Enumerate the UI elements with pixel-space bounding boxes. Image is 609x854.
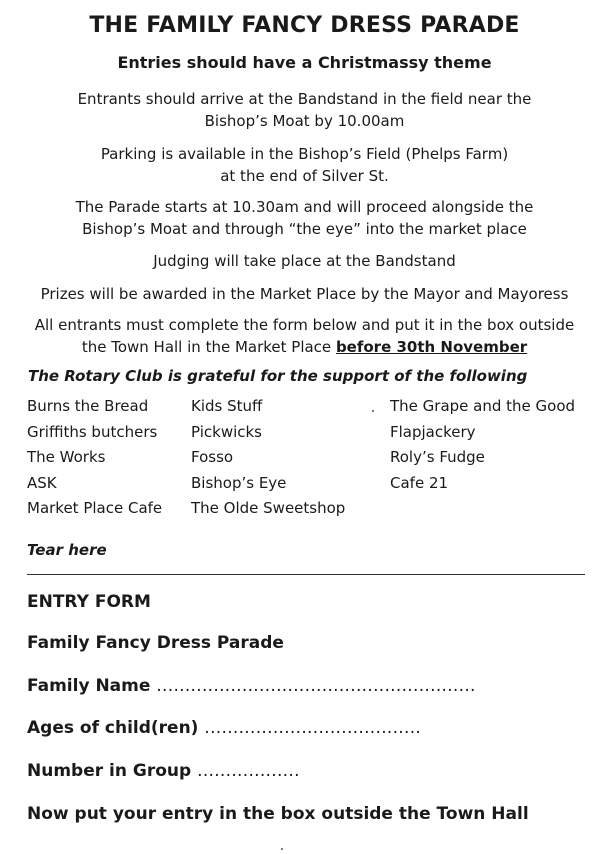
- sponsor-item: Market Place Cafe: [27, 499, 163, 517]
- number-in-group-field: [27, 761, 300, 781]
- sponsor-list: [0, 394, 609, 524]
- sponsor-item: Fosso: [191, 448, 234, 466]
- sponsor-item: The Olde Sweetshop: [191, 499, 346, 517]
- sponsor-item: ASK: [27, 473, 57, 492]
- sponsor-item: The Works: [27, 448, 106, 466]
- sponsor-column-3: [390, 394, 575, 496]
- sponsor-item: Roly’s Fudge: [390, 448, 485, 466]
- sponsor-item: Griffiths butchers: [27, 422, 158, 441]
- sponsor-item: Burns the Bread: [27, 397, 149, 415]
- prizes-paragraph: Prizes will be awarded in the Market Place by the Mayor and Mayoress: [40, 285, 569, 303]
- sponsor-item: The Grape and the Good: [390, 397, 576, 415]
- arrival-paragraph: [0, 88, 609, 132]
- sponsor-thanks-heading: The Rotary Club is grateful for the support of the following: [28, 367, 528, 385]
- form-instruction-line-1: All entrants must complete the form below and put it in the box outside: [34, 316, 575, 334]
- parking-paragraph: [0, 143, 609, 187]
- sponsor-item: Pickwicks: [191, 422, 263, 441]
- form-instruction-prefix: the Town Hall in the Market Place: [81, 338, 336, 356]
- number-in-group-blank: ..................: [197, 761, 300, 781]
- parking-line-2: at the end of Silver St.: [220, 167, 389, 185]
- family-name-blank: ........................................................: [156, 676, 476, 696]
- arrival-line-1: Entrants should arrive at the Bandstand in the field near the: [77, 90, 532, 108]
- sponsor-column-1: [27, 394, 162, 522]
- tear-here-label: Tear here: [27, 541, 107, 559]
- entry-form-heading: ENTRY FORM: [27, 592, 151, 612]
- sponsor-item: Bishop’s Eye: [191, 473, 287, 492]
- form-instruction-line-2: [0, 336, 609, 358]
- stray-dot-mark: [372, 410, 374, 412]
- arrival-line-2: Bishop’s Moat by 10.00am: [204, 112, 405, 130]
- family-name-field: [27, 676, 476, 696]
- sponsor-item: Kids Stuff: [191, 397, 263, 415]
- form-instruction-paragraph: [0, 314, 609, 358]
- theme-subtitle: Entries should have a Christmassy theme: [117, 53, 492, 72]
- number-in-group-label: Number in Group: [27, 761, 192, 781]
- deadline-text: before 30th November: [335, 338, 528, 356]
- parade-line-1: The Parade starts at 10.30am and will proceed alongside the: [75, 198, 534, 216]
- tear-line-divider: [27, 574, 585, 575]
- family-name-label: Family Name: [27, 676, 151, 696]
- stray-dot-mark: [281, 848, 283, 850]
- sponsor-item: Cafe 21: [390, 473, 449, 492]
- entry-form-instruction: Now put your entry in the box outside the Town Hall: [27, 804, 529, 824]
- parking-line-1: Parking is available in the Bishop’s Field (Phelps Farm): [100, 145, 509, 163]
- parade-paragraph: [0, 196, 609, 240]
- page-title: THE FAMILY FANCY DRESS PARADE: [89, 13, 520, 38]
- sponsor-column-2: [191, 394, 345, 522]
- sponsor-item: Flapjackery: [390, 422, 476, 441]
- judging-paragraph: Judging will take place at the Bandstand: [153, 252, 456, 270]
- ages-field: [27, 718, 421, 738]
- entry-form-event: Family Fancy Dress Parade: [27, 633, 284, 653]
- ages-blank: ......................................: [204, 718, 422, 738]
- ages-label: Ages of child(ren): [27, 718, 199, 738]
- parade-line-2: Bishop’s Moat and through “the eye” into the market place: [82, 220, 527, 238]
